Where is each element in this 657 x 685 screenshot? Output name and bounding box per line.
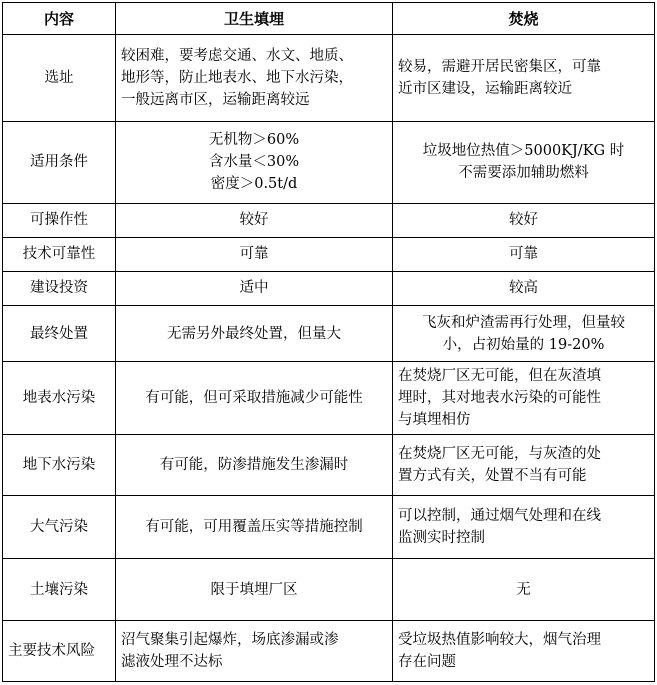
incineration-cell [393,435,655,496]
table-row [3,435,655,496]
cell-line: 飞灰和炉渣需再行处理，但量较 [422,314,625,331]
header-incineration: 焚烧 [393,3,655,35]
table-row [3,237,655,271]
incineration-cell: 较好 [393,204,655,237]
landfill-cell: 适中 [116,271,393,305]
landfill-cell: 有可能，防渗措施发生渗漏时 [116,435,393,496]
cell-line: 与填埋相仿 [398,412,471,429]
incineration-cell: 较高 [393,271,655,305]
row-label: 建设投资 [3,271,116,305]
cell-line: 近市区建设，运输距离较近 [398,80,572,97]
cell-line: 沼气聚集引起爆炸，场底渗漏或渗 [121,632,339,649]
cell-line: 监测实时控制 [398,530,485,547]
incineration-cell [393,496,655,558]
landfill-cell [116,621,393,682]
cell-line: 较困难，要考虑交通、水文、地质、 [121,47,353,64]
incineration-cell [393,121,655,204]
comparison-table [2,2,655,682]
landfill-cell [116,121,393,204]
cell-line: 受垃圾热值影响较大，烟气治理 [398,632,601,649]
row-label: 大气污染 [3,496,116,558]
table-row [3,35,655,122]
cell-line: 小，占初始量的 19-20% [442,336,605,353]
table-row [3,204,655,237]
row-label: 地表水污染 [3,362,116,435]
row-label: 选址 [3,35,116,122]
landfill-cell [116,35,393,122]
cell-line: 置方式有关，处置不当有可能 [398,468,587,485]
table-row [3,121,655,204]
table-row [3,558,655,620]
row-label: 主要技术风险 [3,621,116,682]
landfill-cell: 有可能，可用覆盖压实等措施控制 [116,496,393,558]
incineration-cell [393,35,655,122]
table-row [3,306,655,362]
row-label: 技术可靠性 [3,237,116,271]
table-row [3,271,655,305]
cell-line: 无机物＞60% [208,132,300,149]
cell-line: 在焚烧厂区无可能，但在灰渣填 [398,368,601,385]
incineration-cell: 无 [393,558,655,620]
incineration-cell: 可靠 [393,237,655,271]
cell-line: 含水量＜30% [208,154,300,171]
cell-line: 埋时，其对地表水污染的可能性 [398,390,601,407]
row-label: 可操作性 [3,204,116,237]
header-row [3,3,655,35]
cell-line: 密度＞0.5t/d [210,176,298,193]
incineration-cell [393,306,655,362]
incineration-cell [393,621,655,682]
landfill-cell: 可靠 [116,237,393,271]
cell-line: 地形等，防止地表水、地下水污染， [121,69,353,86]
table-row [3,362,655,435]
cell-line: 可以控制，通过烟气处理和在线 [398,508,601,525]
cell-line: 滤液处理不达标 [121,654,223,671]
cell-line: 不需要添加辅助燃料 [458,165,589,182]
cell-line: 在焚烧厂区无可能，与灰渣的处 [398,446,601,463]
row-label: 地下水污染 [3,435,116,496]
table-row [3,621,655,682]
header-landfill: 卫生填埋 [116,3,393,35]
row-label: 土壤污染 [3,558,116,620]
landfill-cell: 无需另外最终处置，但量大 [116,306,393,362]
landfill-cell: 有可能，但可采取措施减少可能性 [116,362,393,435]
landfill-cell: 限于填埋厂区 [116,558,393,620]
table-row [3,496,655,558]
header-content: 内容 [3,3,116,35]
cell-line: 一般远离市区，运输距离较远 [121,91,310,108]
cell-line: 较易，需避开居民密集区，可靠 [398,58,601,75]
row-label: 适用条件 [3,121,116,204]
cell-line: 存在问题 [398,654,456,671]
landfill-cell: 较好 [116,204,393,237]
incineration-cell [393,362,655,435]
row-label: 最终处置 [3,306,116,362]
cell-line: 垃圾地位热值＞5000KJ/KG 时 [422,143,625,160]
